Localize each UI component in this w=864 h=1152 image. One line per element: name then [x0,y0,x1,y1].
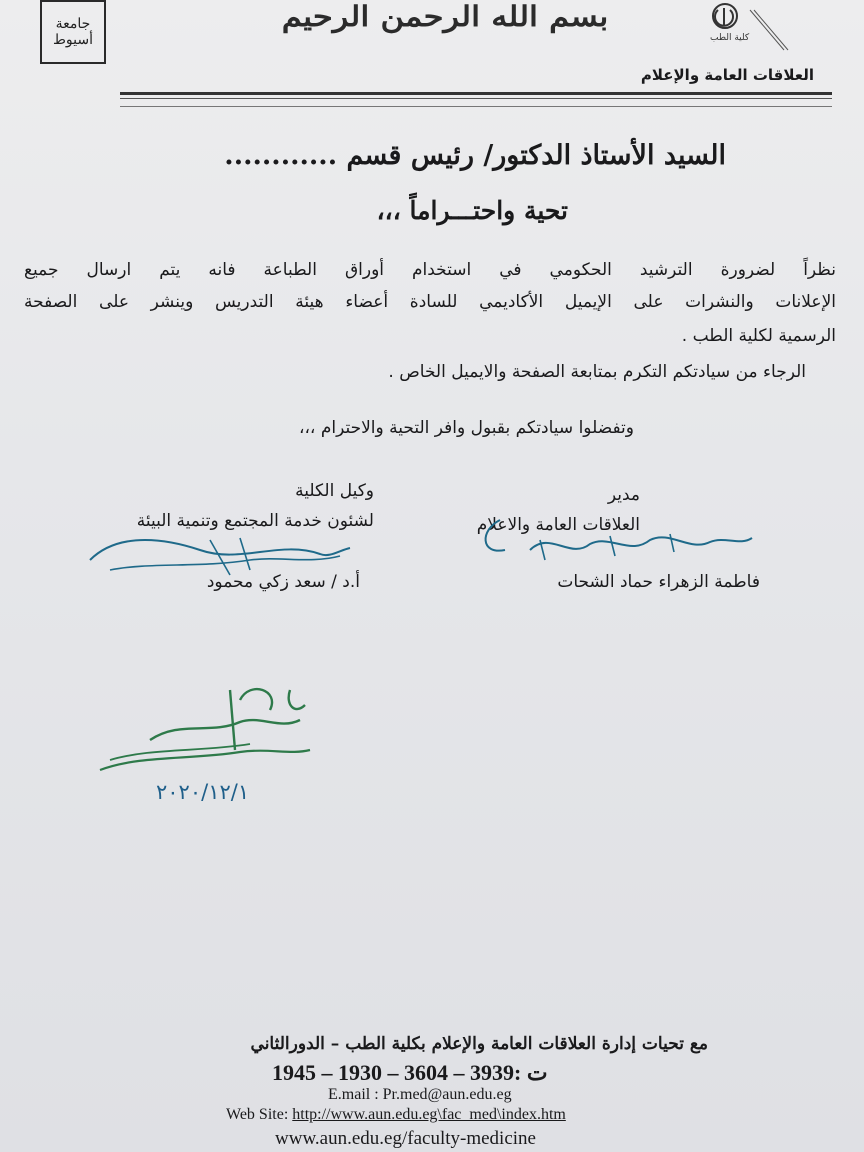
signatory-right-dept: العلاقات العامة والاعلام [476,515,640,535]
footer-phones: 1945 – 1930 – 3604 – 3939: ت [272,1060,548,1085]
footer-faculty-url[interactable]: www.aun.edu.eg/faculty-medicine [275,1128,536,1149]
footer-website-link[interactable]: http://www.aun.edu.eg\fac_med\index.htm [292,1106,566,1123]
footer-department: مع تحيات إدارة العلاقات العامة والإعلام بكلية الطب – الدورالثاني [250,1034,708,1054]
footer-website [226,1106,566,1124]
header-divider [120,92,832,95]
signatory-left-dept: لشئون خدمة المجتمع وتنمية البيئة [136,511,374,531]
footer-website-label: Web Site: [226,1106,293,1123]
header-divider [120,98,832,99]
closing-line: وتفضلوا سيادتكم بقبول وافر التحية والاحترام ،،، [298,418,634,438]
signatory-left-name: أ.د / سعد زكي محمود [206,572,360,592]
body-paragraph-line: نظراً لضرورة الترشيد الحكومي في استخدام أوراق الطباعة فانه يتم ارسال جميع [24,260,836,280]
greeting: تحية واحتـــراماً ،،، [376,196,568,225]
body-paragraph-line: الإعلانات والنشرات على الإيميل الأكاديمي للسادة أعضاء هيئة التدريس وينشر على الصفحة [24,292,836,312]
university-logo-text: جامعة أسيوط [52,16,94,48]
department-name: العلاقات العامة والإعلام [640,66,814,84]
faculty-logo-text: كلية الطب [710,33,750,43]
request-line: الرجاء من سيادتكم التكرم بمتابعة الصفحة والايميل الخاص . [388,362,806,382]
signatory-right-name: فاطمة الزهراء حماد الشحات [557,572,760,592]
university-logo [40,0,106,64]
header-divider [120,106,832,107]
approval-signature [90,660,320,780]
basmala: بسم الله الرحمن الرحيم [281,0,609,33]
handwritten-date: ٢٠٢٠/١٢/١ [156,780,250,804]
body-paragraph-line: الرسمية لكلية الطب . [681,326,836,346]
signatory-right-role: مدير [607,485,640,505]
faculty-logo [680,0,790,62]
footer-email: E.mail : Pr.med@aun.edu.eg [328,1086,512,1103]
addressee: السيد الأستاذ الدكتور/ رئيس قسم ............ [224,140,726,171]
signatory-left-role: وكيل الكلية [295,481,374,501]
signature-right [470,500,770,570]
